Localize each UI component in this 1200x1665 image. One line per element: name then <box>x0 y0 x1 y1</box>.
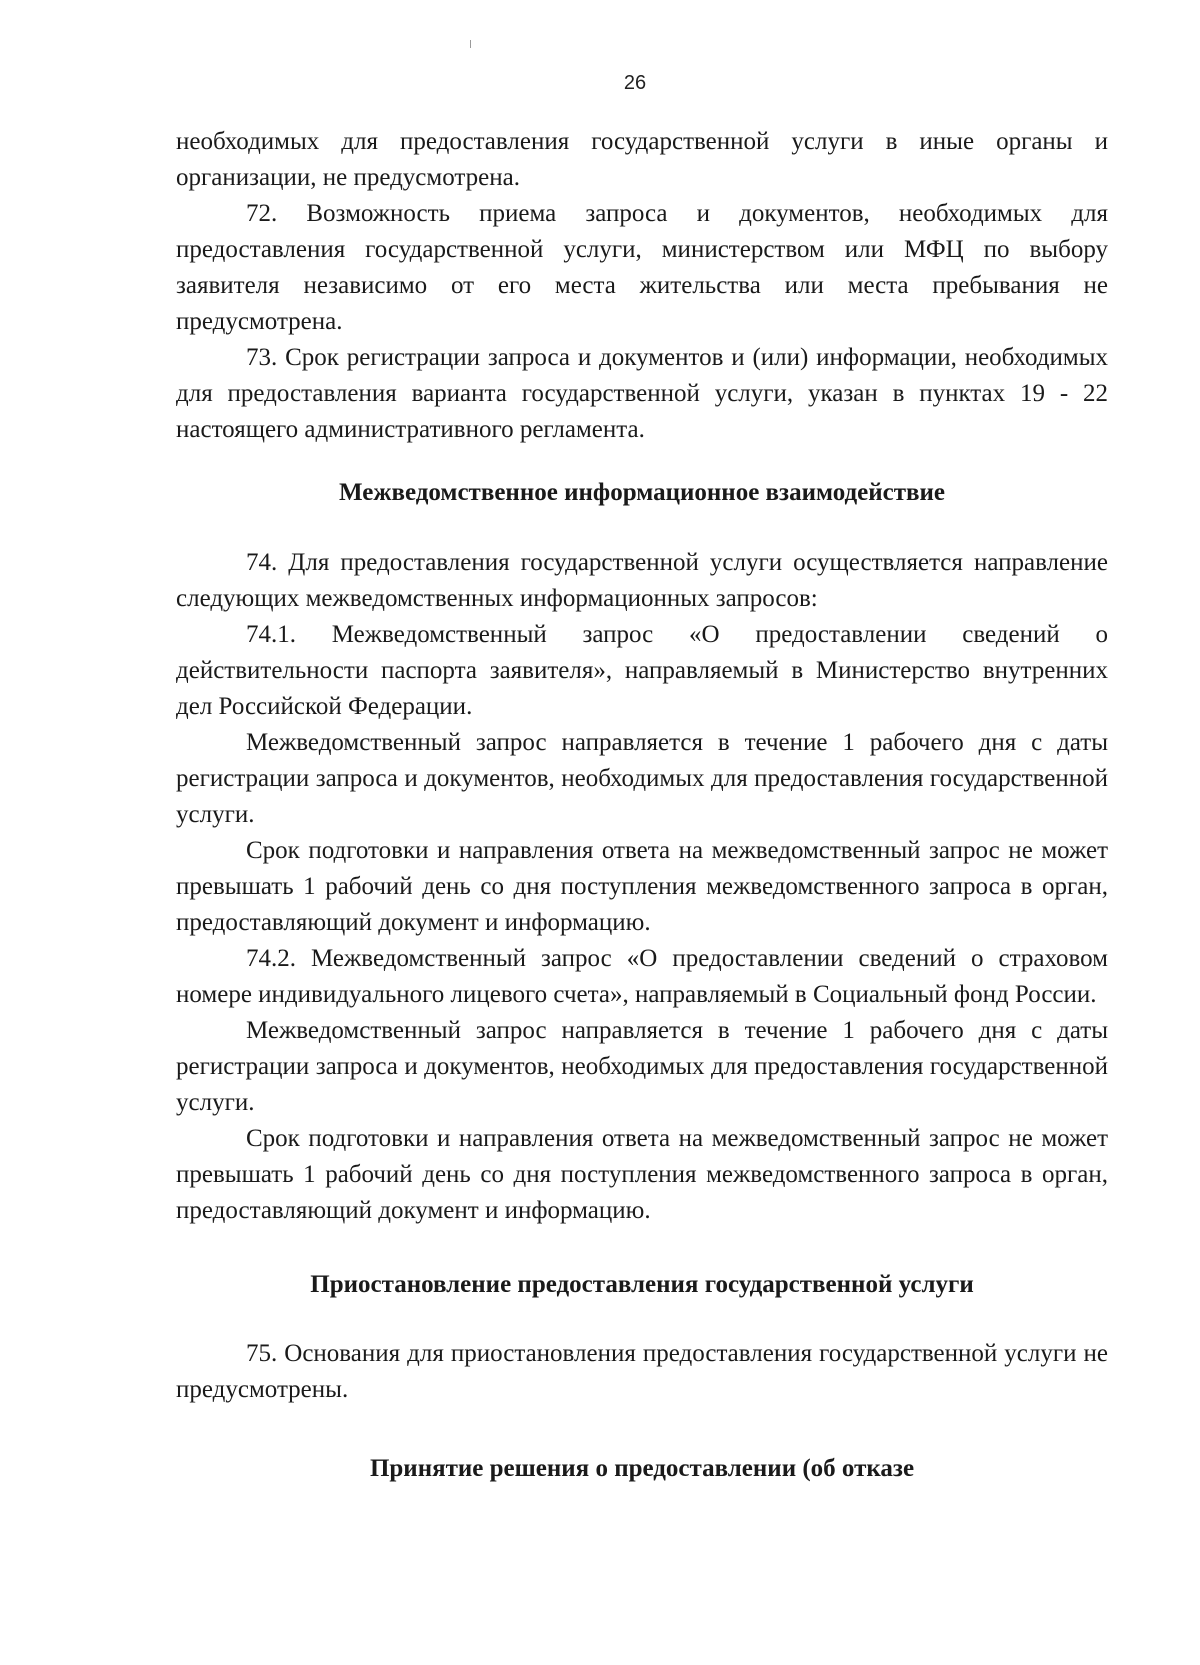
scan-artifact <box>470 40 471 48</box>
page-number: 26 <box>623 72 647 94</box>
heading-interagency-interaction: Межведомственное информационное взаимодействие <box>339 479 945 506</box>
heading-decision: Принятие решения о предоставлении (об отказе <box>369 1455 915 1482</box>
paragraph-74-2-response: Срок подготовки и направления ответа на межведомственный запрос не может превышать 1 рабочий день со дня поступления межведомственного запроса в орган, предоставляющий документ и информацию. <box>176 1125 1108 1224</box>
paragraph-74-1-response: Срок подготовки и направления ответа на межведомственный запрос не может превышать 1 рабочий день со дня поступления межведомственного запроса в орган, предоставляющий документ и информацию. <box>176 837 1108 936</box>
paragraph-74-2-deadline: Межведомственный запрос направляется в течение 1 рабочего дня с даты регистрации запроса и документов, необходимых для предоставления государственной услуги. <box>176 1017 1108 1116</box>
paragraph-continuation: необходимых для предоставления государственной услуги в иные органы и организации, не предусмотрена. <box>176 128 1108 191</box>
paragraph-74-2: 74.2. Межведомственный запрос «О предоставлении сведений о страховом номере индивидуального лицевого счета», направляемый в Социальный фонд России. <box>176 945 1108 1008</box>
paragraph-75: 75. Основания для приостановления предоставления государственной услуги не предусмотрены. <box>176 1340 1108 1403</box>
paragraph-74: 74. Для предоставления государственной услуги осуществляется направление следующих межведомственных информационных запросов: <box>176 549 1108 612</box>
paragraph-74-1: 74.1. Межведомственный запрос «О предоставлении сведений о действительности паспорта заявителя», направляемый в Министерство внутренних дел Российской Федерации. <box>176 621 1108 720</box>
paragraph-74-1-deadline: Межведомственный запрос направляется в течение 1 рабочего дня с даты регистрации запроса и документов, необходимых для предоставления государственной услуги. <box>176 729 1108 828</box>
paragraph-72: 72. Возможность приема запроса и документов, необходимых для предоставления государственной услуги, министерством или МФЦ по выбору заявителя независимо от его места жительства или места пребывания не предусмотрена. <box>176 200 1108 335</box>
document-body <box>176 124 1108 1487</box>
paragraph-73: 73. Срок регистрации запроса и документов и (или) информации, необходимых для предоставления варианта государственной услуги, указан в пунктах 19 - 22 настоящего административного регламента. <box>176 344 1108 443</box>
heading-suspension: Приостановление предоставления государственной услуги <box>310 1271 974 1298</box>
